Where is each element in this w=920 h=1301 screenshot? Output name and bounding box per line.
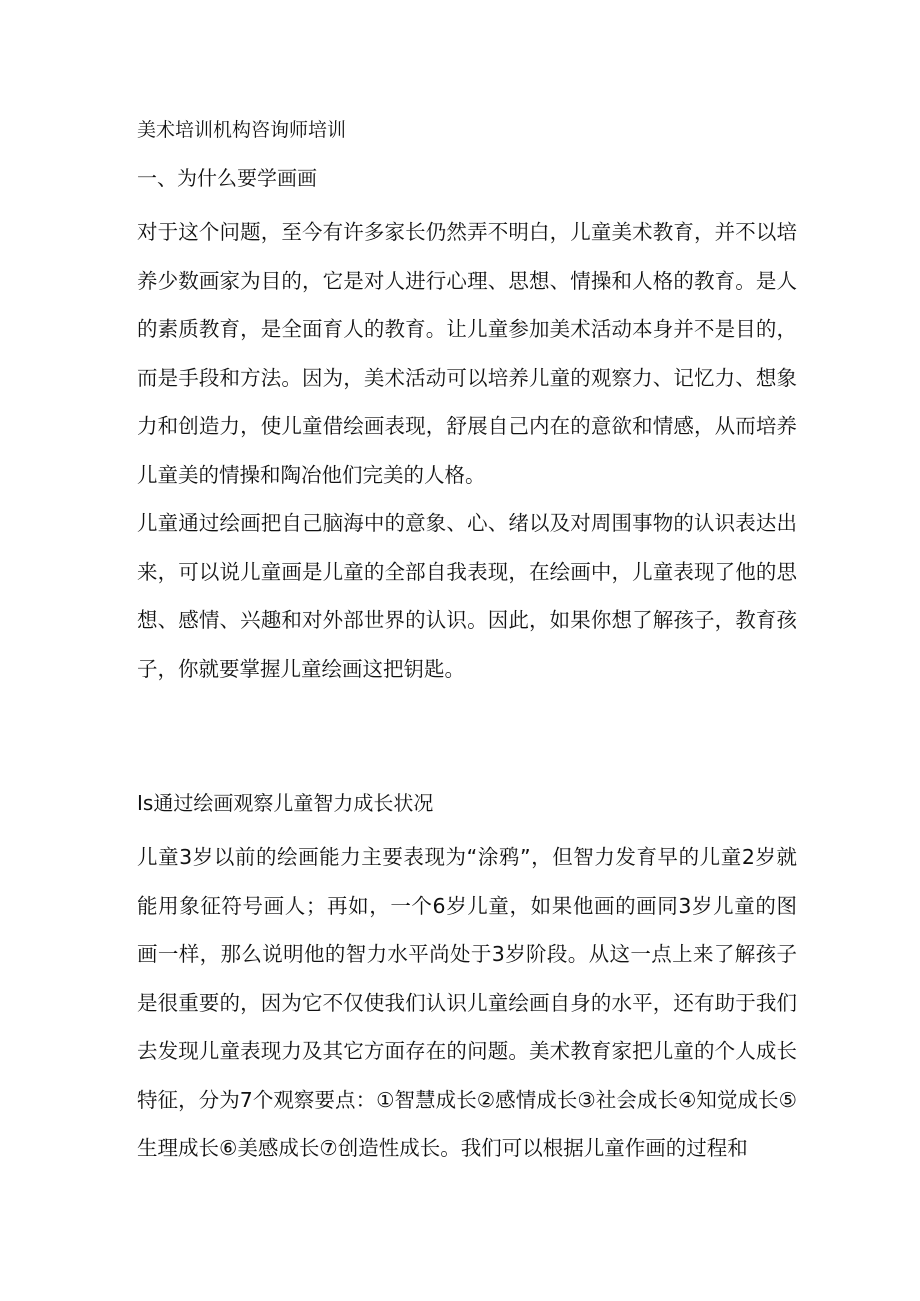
- document-title: 美术培训机构咨询师培训: [137, 119, 347, 141]
- paragraph-intelligence-growth: 儿童3岁以前的绘画能力主要表现为“涂鸦”，但智力发育早的儿童2岁就能用象征符号画人；再如，一个6岁儿童，如果他画的画同3岁儿童的图画一样，那么说明他的智力水平尚处于3岁阶段。从这一点上来了解孩子是很重要的，因为它不仅使我们认识儿童绘画自身的水平，还有助于我们去发现儿童表现力及其它方面存在的问题。美术教育家把儿童的个人成长特征，分为7个观察要点：①智慧成长②感情成长③社会成长④知觉成长⑤生理成长⑥美感成长⑦创造性成长。我们可以根据儿童作画的过程和: [137, 845, 797, 1160]
- paragraph-children-self-expression: 儿童通过绘画把自己脑海中的意象、心、绪以及对周围事物的认识表达出来，可以说儿童画是儿童的全部自我表现，在绘画中，儿童表现了他的思想、感情、兴趣和对外部世界的认识。因此，如果你想了解孩子，教育孩子，你就要掌握儿童绘画这把钥匙。: [137, 511, 797, 681]
- section-heading-observe-intelligence: Is通过绘画观察儿童智力成长状况: [137, 791, 434, 815]
- section-heading-why-learn-drawing: 一、为什么要学画画: [137, 166, 317, 190]
- section-spacer: [137, 693, 797, 785]
- document-body: [137, 112, 797, 1173]
- paragraph-purpose-of-art-education: 对于这个问题，至今有许多家长仍然弄不明白，儿童美术教育，并不以培养少数画家为目的，它是对人进行心理、思想、情操和人格的教育。是人的素质教育，是全面育人的教育。让儿童参加美术活动本身并不是目的，而是手段和方法。因为，美术活动可以培养儿童的观察力、记忆力、想象力和创造力，使儿童借绘画表现，舒展自己内在的意欲和情感，从而培养儿童美的情操和陶冶他们完美的人格。: [137, 220, 797, 487]
